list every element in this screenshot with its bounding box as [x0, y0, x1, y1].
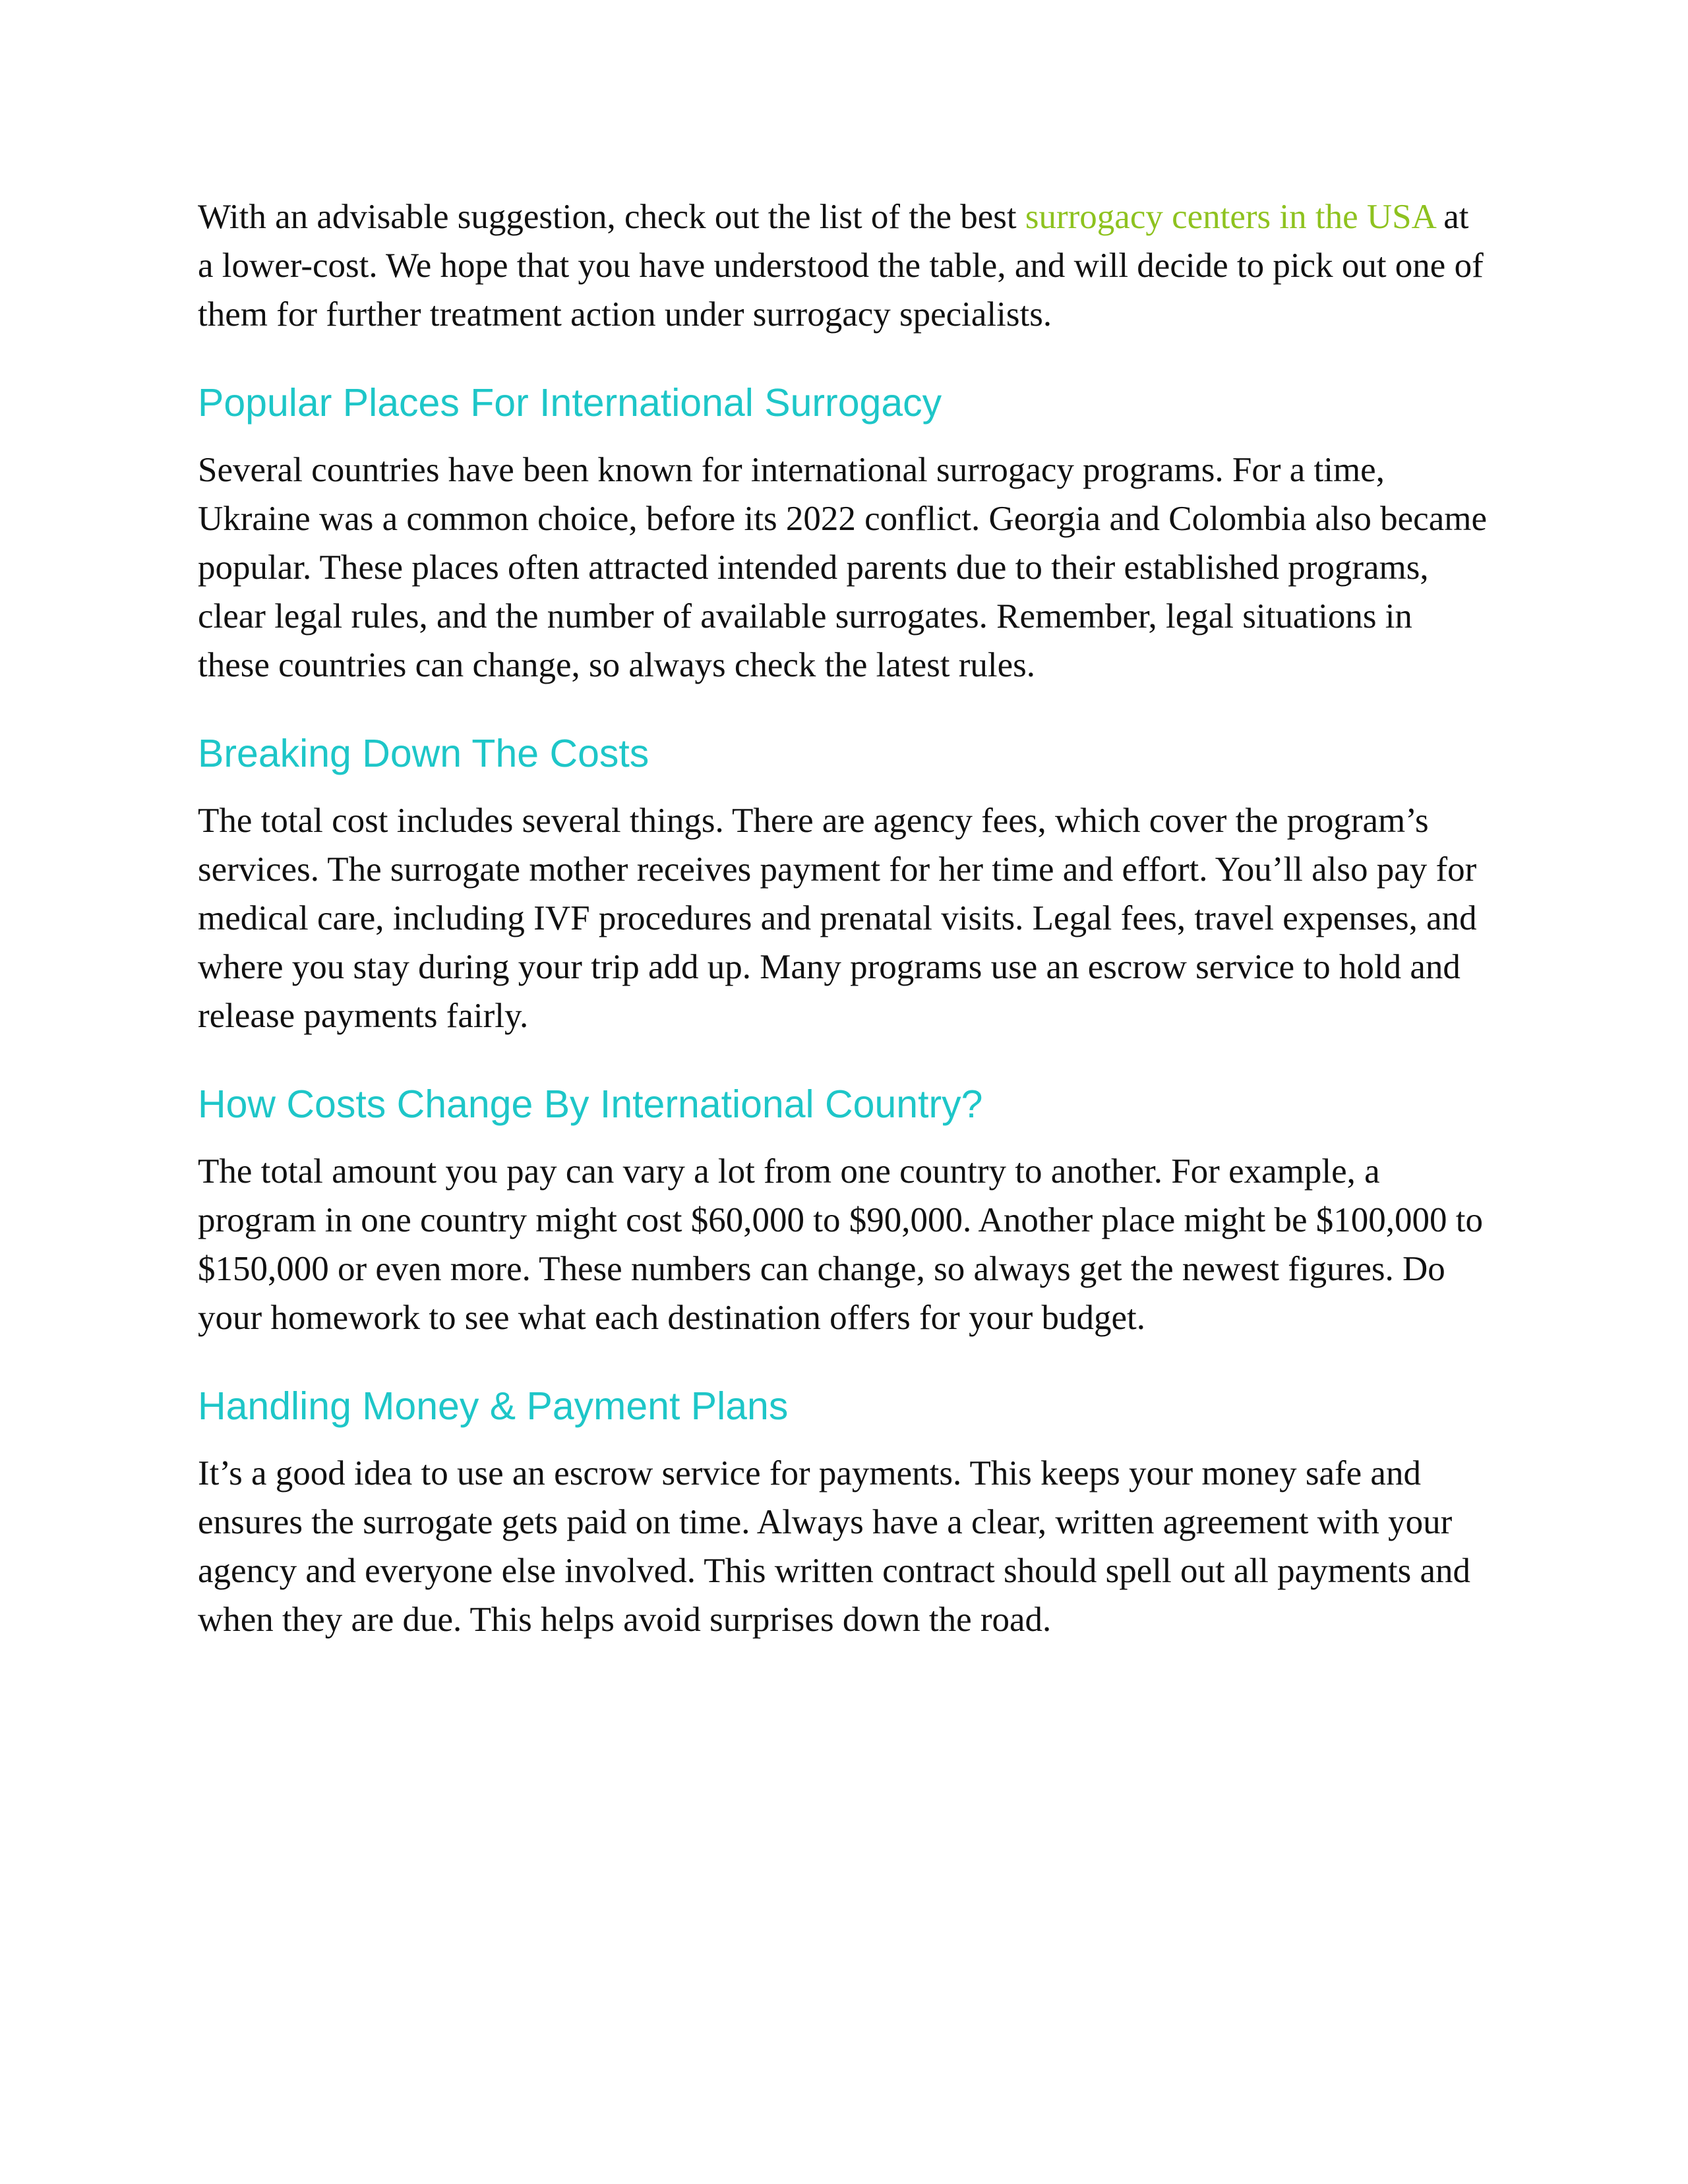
section-heading-costs-by-country: How Costs Change By International Country? — [198, 1082, 983, 1126]
section-body-payment-plans: It’s a good idea to use an escrow service for payments. This keeps your money safe and ensures the surrogate gets paid on time. Always have a clear, written agreement with your agency and everyone else involved. This written contract should spell out all payments and when they are due. This helps avoid surprises down the road. — [198, 1454, 1471, 1639]
section-body-costs-by-country: The total amount you pay can vary a lot from one country to another. For example, a program in one country might cost $60,000 to $90,000. Another place might be $100,000 to $150,000 or even more. These numbers can change, so always get the newest figures. Do your homework to see what each destination offers for your budget. — [198, 1152, 1483, 1337]
document-page — [198, 192, 1490, 1644]
surrogacy-centers-link[interactable]: surrogacy centers in the USA — [1025, 198, 1435, 236]
section-body-popular-places: Several countries have been known for international surrogacy programs. For a time, Ukraine was a common choice, before its 2022 conflict. Georgia and Colombia also became popular. These places often attracted intended parents due to their established programs, clear legal rules, and the number of available surrogates. Remember, legal situations in these countries can change, so always check the latest rules. — [198, 451, 1487, 684]
intro-text-after: at a lower-cost. We hope that you have understood the table, and will decide to pick out one of them for further treatment action under surrogacy specialists. — [198, 198, 1484, 334]
section-heading-payment-plans: Handling Money & Payment Plans — [198, 1384, 789, 1428]
section-heading-popular-places: Popular Places For International Surrogacy — [198, 381, 942, 425]
section-body-breaking-down-costs: The total cost includes several things. There are agency fees, which cover the program’s services. The surrogate mother receives payment for her time and effort. You’ll also pay for medical care, including IVF procedures and prenatal visits. Legal fees, travel expenses, and where you stay during your trip add up. Many programs use an escrow service to hold and release payments fairly. — [198, 802, 1477, 1035]
section-heading-breaking-down-costs: Breaking Down The Costs — [198, 732, 649, 775]
intro-text-before: With an advisable suggestion, check out the list of the best — [198, 198, 1025, 236]
intro-paragraph — [198, 192, 1490, 339]
